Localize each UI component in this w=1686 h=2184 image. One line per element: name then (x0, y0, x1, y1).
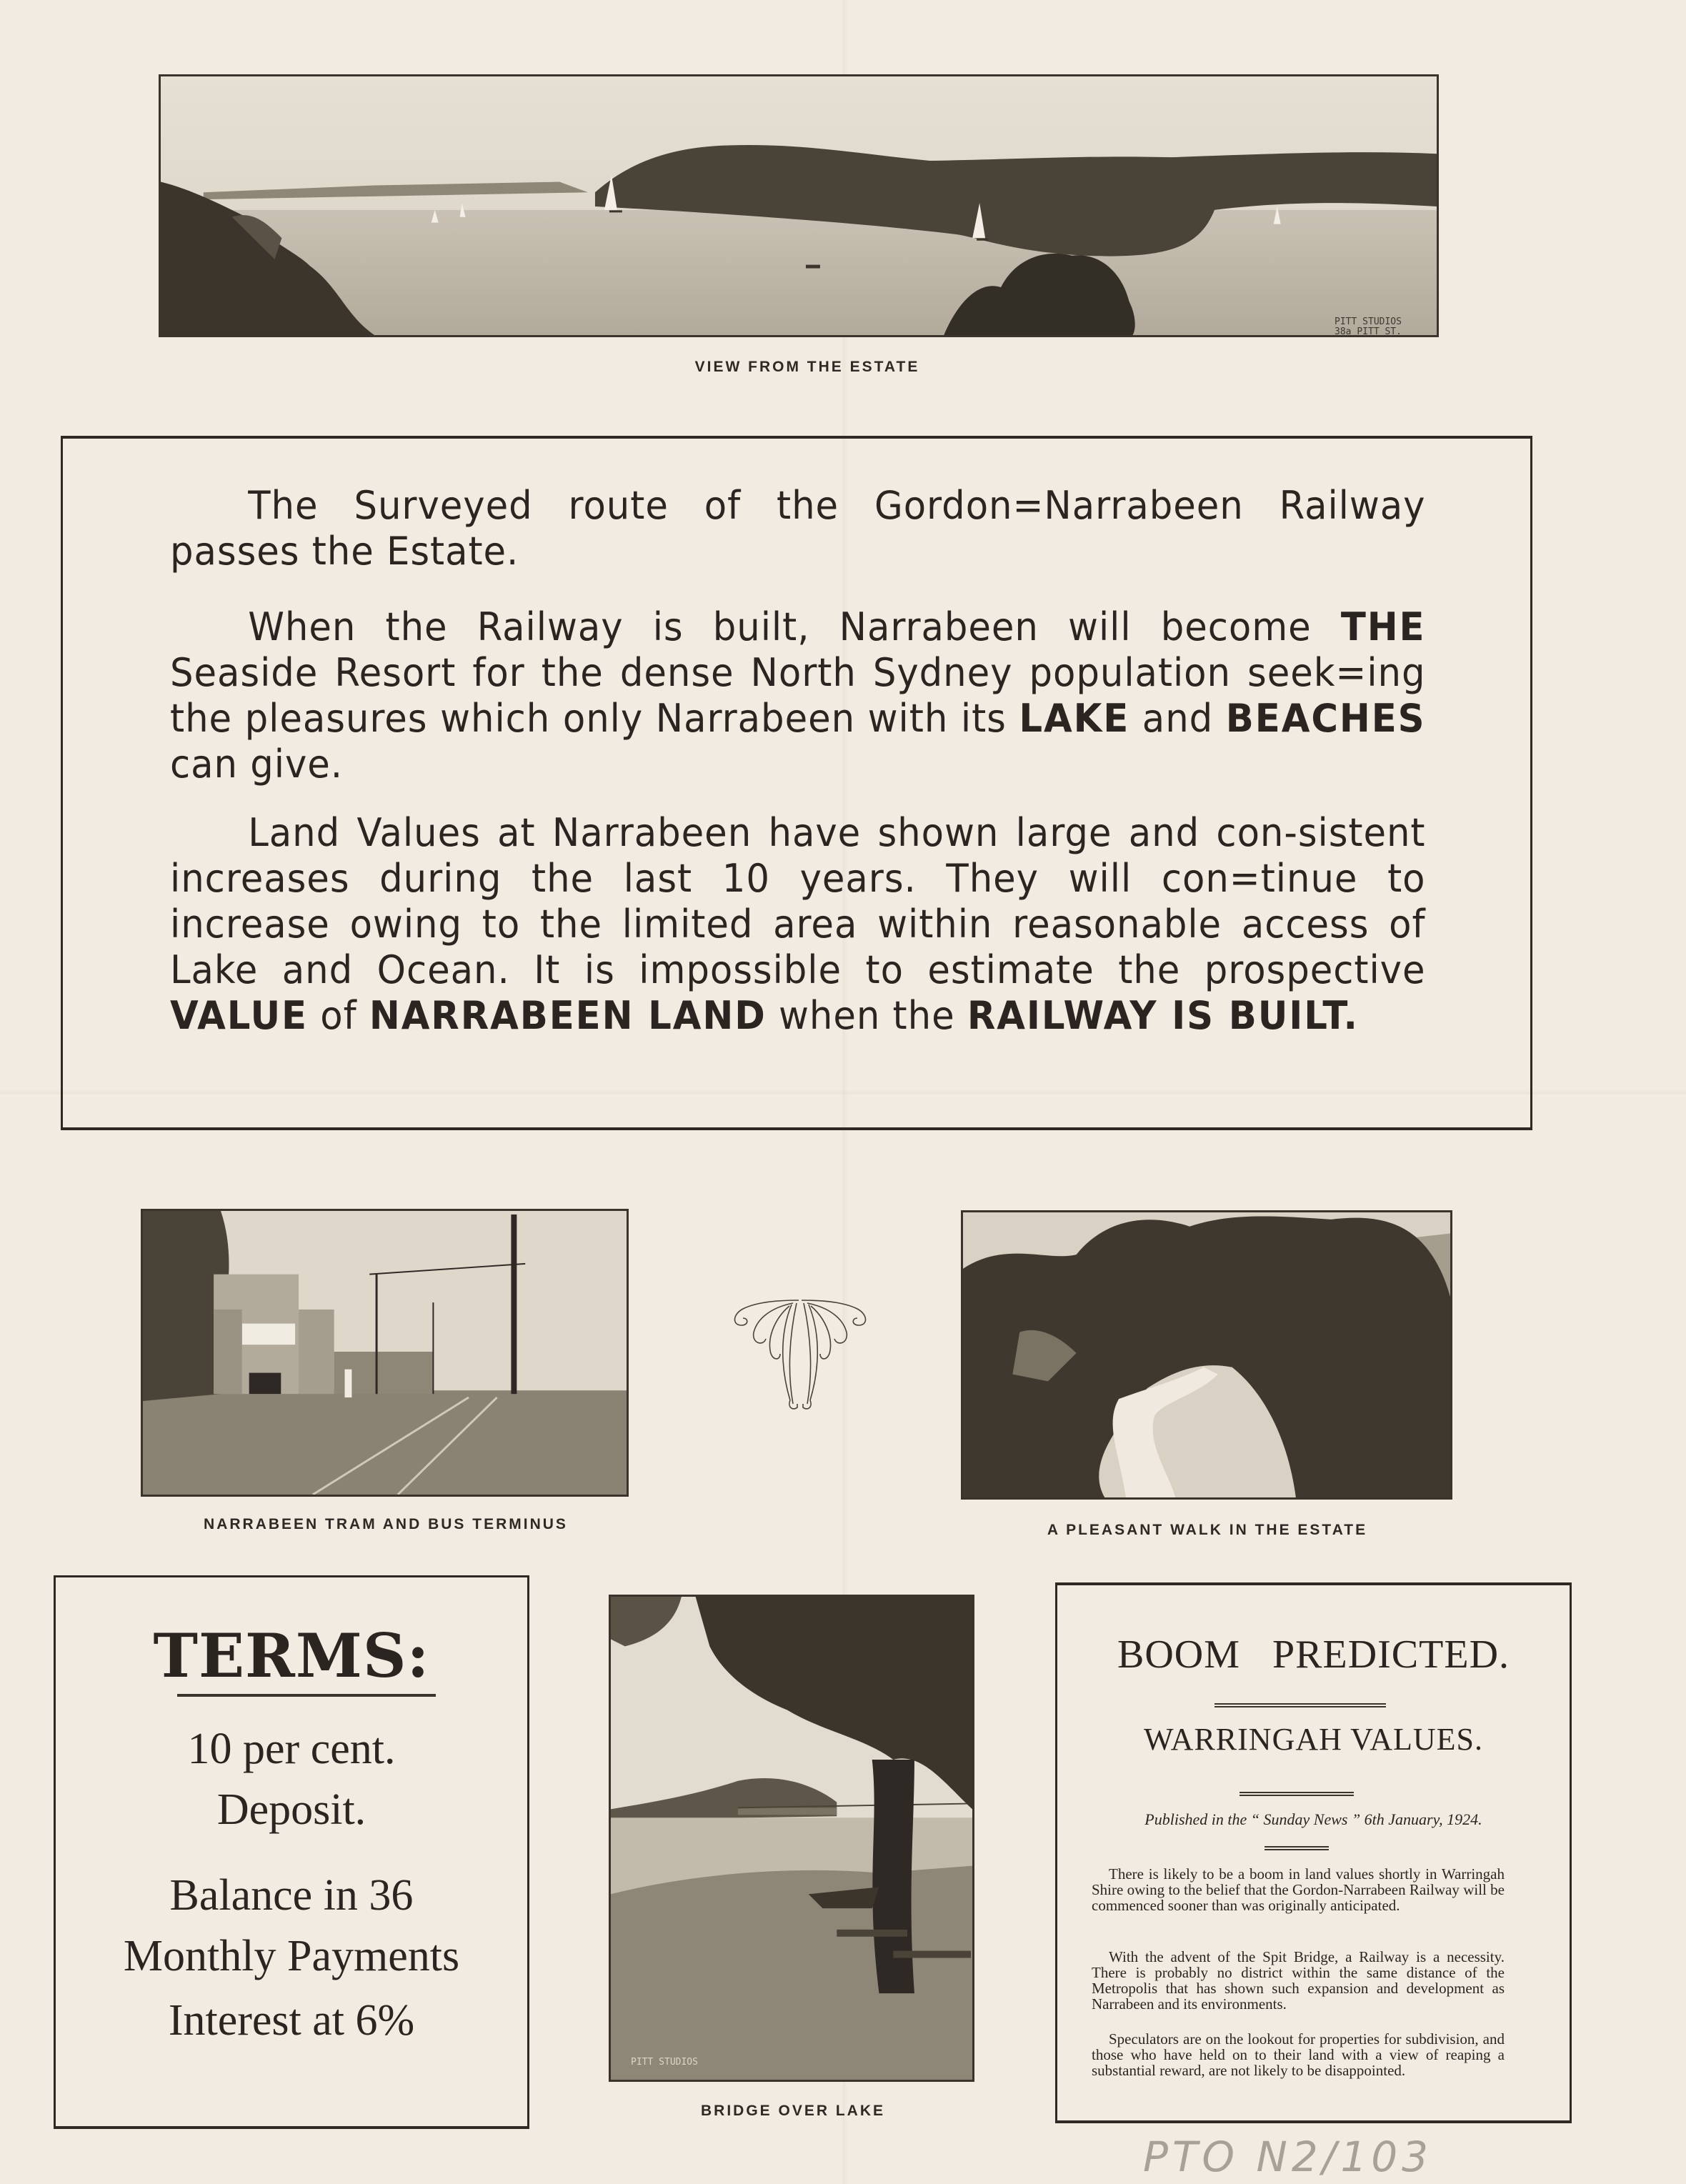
emphasized-text: VALUE (170, 993, 308, 1038)
bottom-photo-credit: PITT STUDIOS (631, 2057, 698, 2068)
credit-line-1: PITT STUDIOS (1335, 316, 1402, 327)
lake-bridge-image (611, 1597, 972, 2080)
paragraph-text: Seaside Resort for the dense North Sydney population seek=ing the pleasures which only Narrabeen with its (170, 650, 1426, 741)
title-double-rule (1214, 1703, 1386, 1707)
caption-view-from-estate: VIEW FROM THE ESTATE (694, 359, 920, 375)
caption-tram-terminus: NARRABEEN TRAM AND BUS TERMINUS (204, 1516, 568, 1532)
tram-street-image (143, 1211, 627, 1495)
terms-box (54, 1575, 529, 2129)
tram-terminus-photo (141, 1209, 629, 1497)
handwritten-catalog-note: PTO N2/103 (1143, 2133, 1433, 2181)
lake-panorama-image (161, 76, 1437, 335)
emphasized-text: NARRABEEN LAND (369, 993, 767, 1038)
view-from-estate-photo (159, 74, 1439, 337)
emphasized-text: BEACHES (1225, 696, 1426, 741)
boom-paragraph-1 (1092, 1866, 1505, 1913)
publication-double-rule (1264, 1846, 1329, 1850)
caption-bridge-over-lake: BRIDGE OVER LAKE (700, 2103, 886, 2119)
emphasized-text: THE (1340, 604, 1426, 649)
subtitle-double-rule (1239, 1792, 1354, 1796)
terms-deposit-label: Deposit. (216, 1785, 366, 1834)
paragraph-text: when the (766, 993, 967, 1038)
boom-subtitle: WARRINGAH VALUES. (1144, 1722, 1483, 1757)
art-nouveau-ornament-icon (722, 1293, 879, 1415)
paragraph-text: and (1129, 696, 1226, 741)
boom-paragraph-3 (1092, 2031, 1505, 2078)
terms-underline (177, 1694, 436, 1697)
railway-paragraph-1 (170, 483, 1426, 574)
caption-estate-walk: A PLEASANT WALK IN THE ESTATE (1047, 1522, 1368, 1538)
boom-paragraph-2 (1092, 1949, 1505, 2012)
boom-paragraph-1-text: There is likely to be a boom in land values shortly in Warringah Shire owing to the belief that the Gordon-Narrabeen Railway will be commenced sooner than was originally anticipated. (1092, 1865, 1505, 1914)
credit-line-2: 38a PITT ST. (1335, 326, 1402, 337)
boom-title: BOOM PREDICTED. (1117, 1632, 1510, 1677)
terms-monthly-payments: Monthly Payments (123, 1932, 460, 1980)
estate-path-image (963, 1212, 1450, 1497)
terms-balance: Balance in 36 (169, 1871, 414, 1920)
emphasized-text: RAILWAY IS BUILT. (967, 993, 1359, 1038)
railway-paragraph-3 (170, 810, 1426, 1039)
boom-paragraph-3-text: Speculators are on the lookout for properties for subdivision, and those who have held on to their land with a view of reaping a substantial reward, are not likely to be disappointed. (1092, 2030, 1505, 2079)
paragraph-text: The Surveyed route of the Gordon=Narrabeen Railway passes the Estate. (170, 483, 1426, 574)
publication-note: Published in the “ Sunday News ” 6th January, 1924. (1144, 1810, 1482, 1828)
terms-interest: Interest at 6% (168, 1996, 415, 2045)
terms-title: TERMS: (153, 1620, 430, 1691)
railway-paragraph-2 (170, 604, 1426, 787)
terms-deposit-percent: 10 per cent. (187, 1725, 396, 1773)
railway-announcement-box (61, 436, 1532, 1130)
estate-walk-photo (961, 1210, 1452, 1500)
emphasized-text: LAKE (1019, 696, 1130, 741)
paragraph-text: When the Railway is built, Narrabeen will become (248, 604, 1341, 649)
boom-predicted-box (1055, 1582, 1572, 2123)
boom-paragraph-2-text: With the advent of the Spit Bridge, a Railway is a necessity. There is probably no district within the same distance of the Metropolis that has shown such expansion and development as Narrabeen and its environments. (1092, 1948, 1505, 2013)
photo-credit (1318, 317, 1418, 337)
paragraph-text: can give. (170, 742, 344, 787)
paragraph-text: of (307, 993, 369, 1038)
bridge-over-lake-photo (609, 1595, 974, 2082)
paragraph-text: Land Values at Narrabeen have shown large and con-sistent increases during the last 10 years. They will con=tinue to increase owing to the limited area within reasonable access of Lake and Ocean. It is impossible to estimate the prospective (170, 810, 1426, 992)
